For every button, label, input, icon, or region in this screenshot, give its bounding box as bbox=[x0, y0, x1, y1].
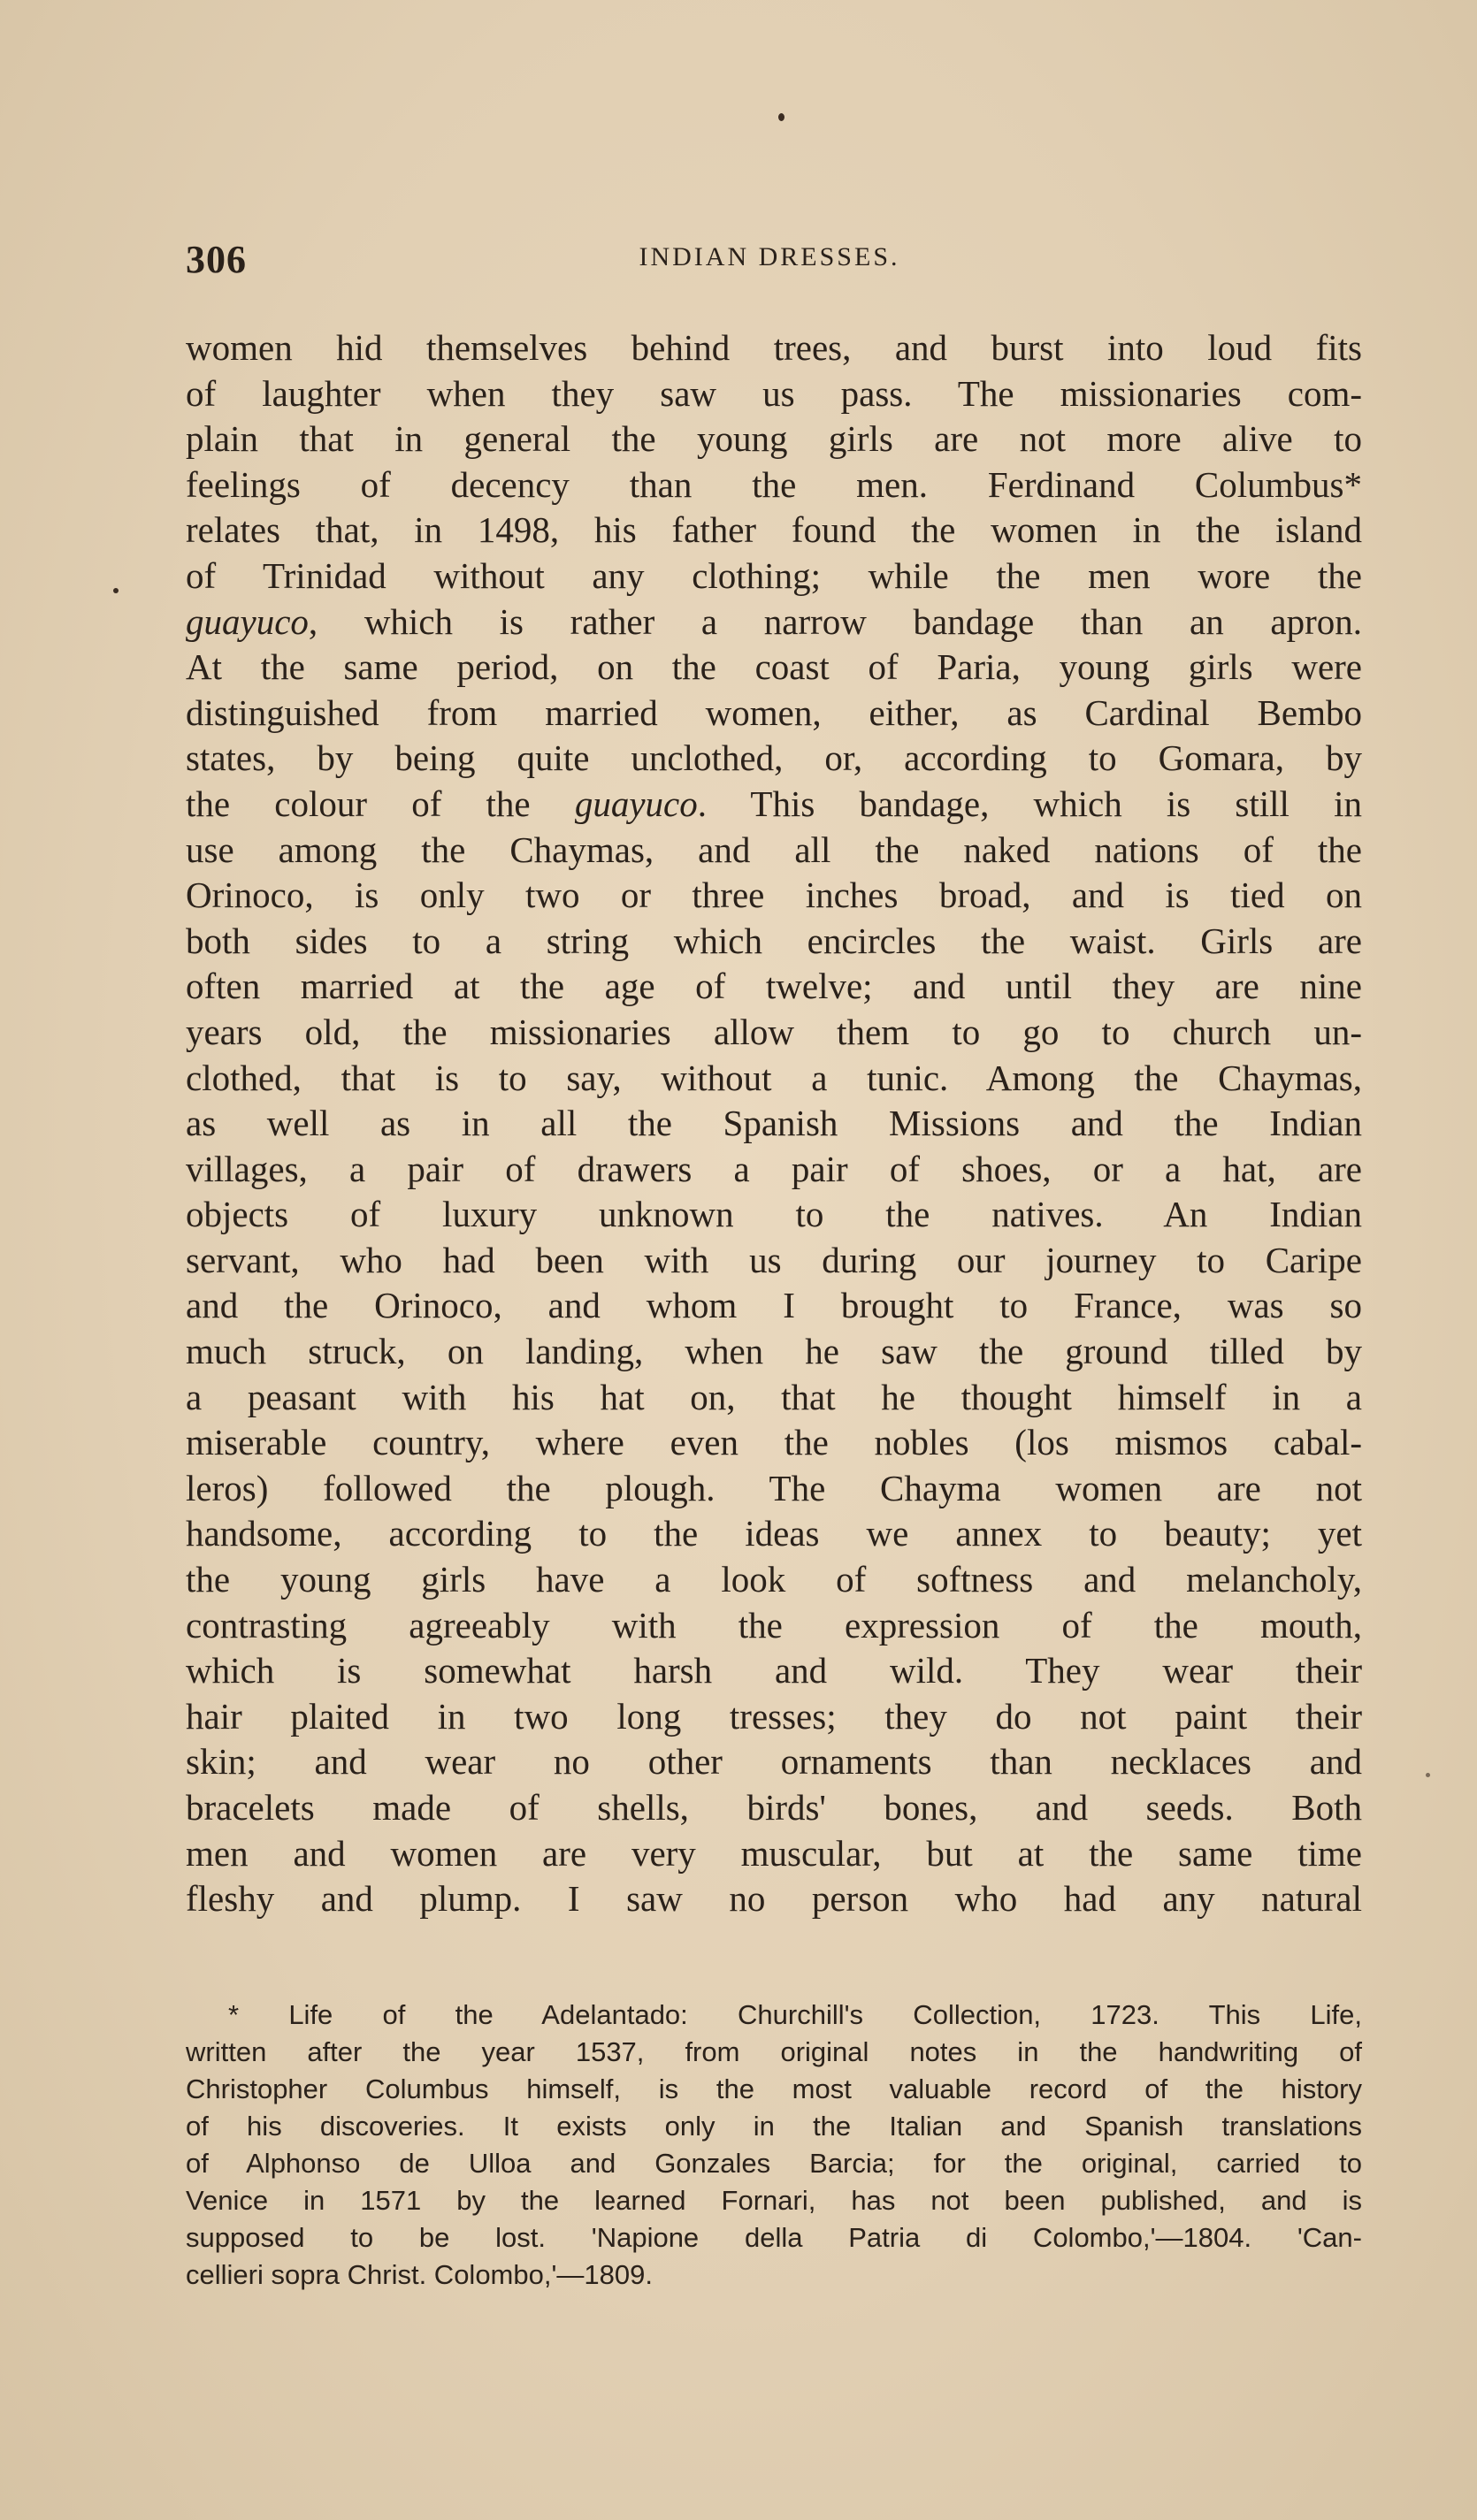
footnote-line: Venice in 1571 by the learned Fornari, has not been published, and is bbox=[186, 2185, 1362, 2216]
body-line: relates that, in 1498, his father found the women in the island bbox=[186, 509, 1362, 551]
running-head: INDIAN DRESSES. bbox=[639, 242, 900, 271]
body-line: and the Orinoco, and whom I brought to France, was so bbox=[186, 1285, 1362, 1326]
body-line: bracelets made of shells, birds' bones, and seeds. Both bbox=[186, 1787, 1362, 1828]
body-line: miserable country, where even the nobles (los mismos cabal- bbox=[186, 1422, 1362, 1463]
body-line: states, by being quite unclothed, or, according to Gomara, by bbox=[186, 737, 1362, 779]
body-line: both sides to a string which encircles the waist. Girls are bbox=[186, 920, 1362, 961]
ink-speck bbox=[113, 588, 119, 593]
body-line: contrasting agreeably with the expression of the mouth, bbox=[186, 1604, 1362, 1646]
body-line: objects of luxury unknown to the natives. An Indian bbox=[186, 1194, 1362, 1235]
body-line: servant, who had been with us during our journey to Caripe bbox=[186, 1239, 1362, 1280]
body-line: feelings of decency than the men. Ferdinand Columbus* bbox=[186, 463, 1362, 505]
footnote-line: of Alphonso de Ulloa and Gonzales Barcia; for the original, carried to bbox=[186, 2148, 1362, 2179]
body-line: use among the Chaymas, and all the naked nations of the bbox=[186, 829, 1362, 870]
body-line: a peasant with his hat on, that he thought himself in a bbox=[186, 1376, 1362, 1417]
body-text bbox=[186, 325, 1362, 1922]
body-line: much struck, on landing, when he saw the ground tilled by bbox=[186, 1331, 1362, 1372]
body-line: clothed, that is to say, without a tunic. Among the Chaymas, bbox=[186, 1057, 1362, 1098]
body-line: villages, a pair of drawers a pair of shoes, or a hat, are bbox=[186, 1148, 1362, 1189]
body-line: of Trinidad without any clothing; while the men wore the bbox=[186, 554, 1362, 596]
footnote-line: Christopher Columbus himself, is the most valuable record of the history bbox=[186, 2073, 1362, 2104]
ink-speck bbox=[778, 113, 784, 121]
body-line: At the same period, on the coast of Paria, young girls were bbox=[186, 646, 1362, 688]
body-line: Orinoco, is only two or three inches broad, and is tied on bbox=[186, 874, 1362, 916]
body-line: leros) followed the plough. The Chayma women are not bbox=[186, 1467, 1362, 1508]
body-line: men and women are very muscular, but at the same time bbox=[186, 1832, 1362, 1874]
body-line: the colour of the guayuco. This bandage, which is still in bbox=[186, 783, 1363, 824]
body-line: fleshy and plump. I saw no person who had any natural bbox=[186, 1878, 1362, 1920]
footnote bbox=[186, 1997, 1362, 2294]
body-line: distinguished from married women, either, as Cardinal Bembo bbox=[186, 691, 1362, 733]
body-line: often married at the age of twelve; and until they are nine bbox=[186, 966, 1362, 1007]
footnote-line: * Life of the Adelantado: Churchill's Collection, 1723. This Life, bbox=[228, 1999, 1362, 2030]
ink-speck bbox=[1426, 1773, 1430, 1777]
footnote-line: cellieri sopra Christ. Colombo,'—1809. bbox=[186, 2259, 653, 2290]
body-line: handsome, according to the ideas we annex to beauty; yet bbox=[186, 1513, 1362, 1554]
body-line: plain that in general the young girls are not more alive to bbox=[186, 418, 1362, 460]
body-line: skin; and wear no other ornaments than necklaces and bbox=[186, 1741, 1362, 1783]
body-line: of laughter when they saw us pass. The missionaries com- bbox=[186, 372, 1362, 414]
footnote-line: of his discoveries. It exists only in the Italian and Spanish translations bbox=[186, 2111, 1362, 2142]
body-line: hair plaited in two long tresses; they do not paint their bbox=[186, 1695, 1362, 1737]
body-line: the young girls have a look of softness and melancholy, bbox=[186, 1559, 1362, 1600]
page-number: 306 bbox=[186, 238, 247, 281]
body-line: women hid themselves behind trees, and burst into loud fits bbox=[186, 327, 1362, 368]
body-line: years old, the missionaries allow them to go to church un- bbox=[186, 1011, 1362, 1052]
body-line: guayuco, which is rather a narrow bandage than an apron. bbox=[186, 600, 1362, 642]
footnote-line: written after the year 1537, from original notes in the handwriting of bbox=[186, 2036, 1362, 2067]
page-header bbox=[186, 237, 1353, 281]
body-line: as well as in all the Spanish Missions and the Indian bbox=[186, 1103, 1362, 1144]
footnote-line: supposed to be lost. 'Napione della Patria di Colombo,'—1804. 'Can- bbox=[186, 2222, 1362, 2253]
body-line: which is somewhat harsh and wild. They wear their bbox=[186, 1650, 1362, 1691]
